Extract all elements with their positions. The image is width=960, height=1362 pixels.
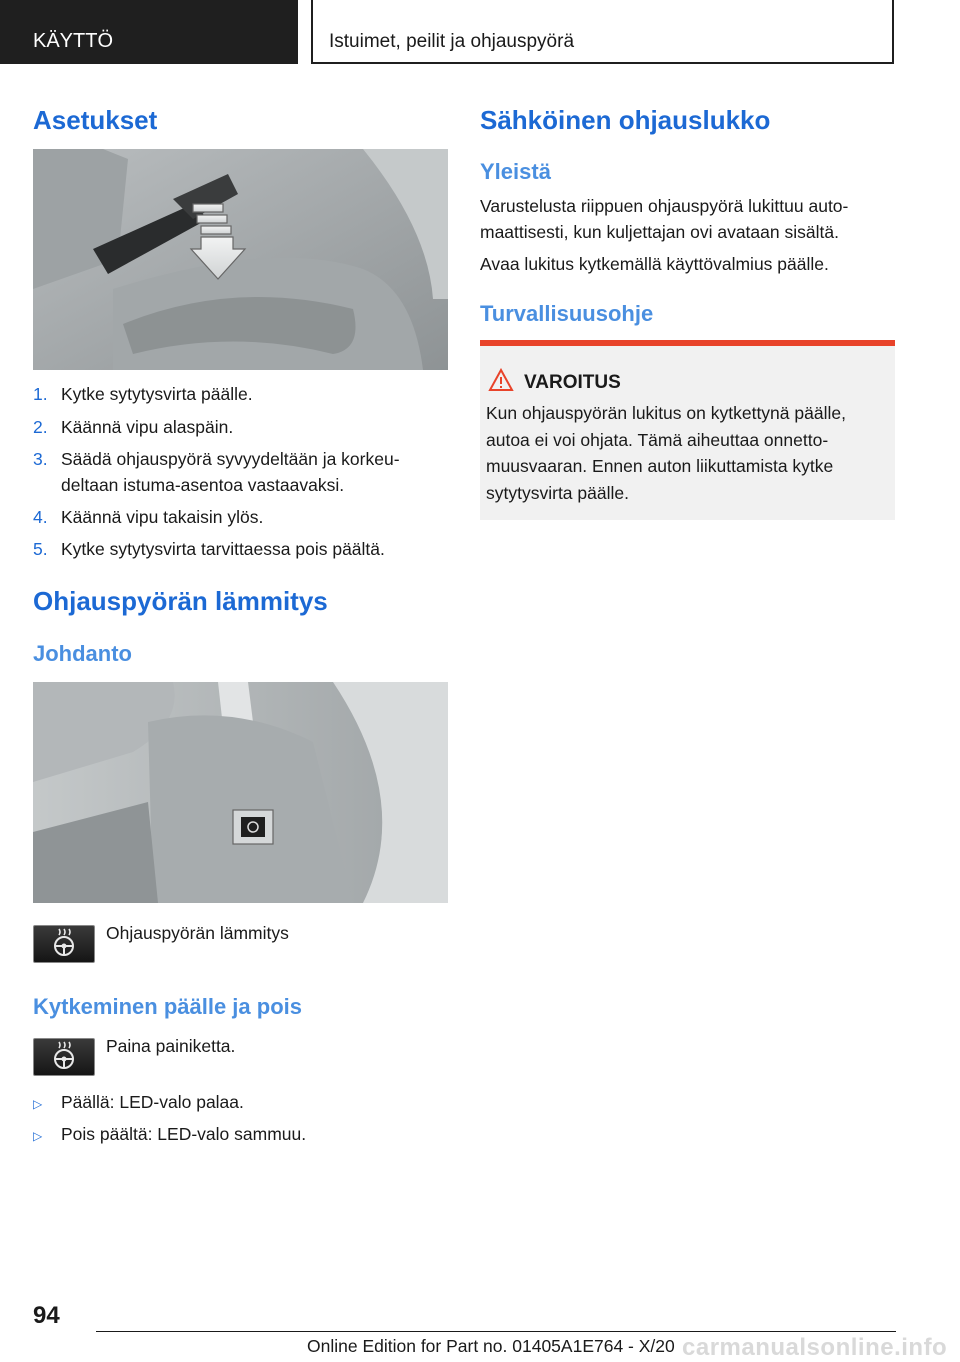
edition-footer: Online Edition for Part no. 01405A1E764 - X/20 xyxy=(307,1336,675,1356)
steering-heat-icon xyxy=(34,1039,94,1075)
steering-lever-drawing xyxy=(33,149,448,370)
triangle-bullet-icon: ▷ xyxy=(33,1097,43,1111)
section-tab xyxy=(0,0,298,64)
warning-box xyxy=(480,340,895,520)
steering-heat-button-icon xyxy=(33,925,95,963)
list-item xyxy=(33,504,448,530)
steering-column-drawing xyxy=(33,682,448,903)
footer-divider xyxy=(96,1331,896,1332)
lock-heading: Sähköinen ohjauslukko xyxy=(480,105,771,135)
list-item xyxy=(33,414,448,440)
asetukset-heading: Asetukset xyxy=(33,105,158,135)
steering-lever-illustration xyxy=(33,149,448,370)
bullet-text: Päällä: LED-valo palaa. xyxy=(61,1092,244,1112)
list-item xyxy=(33,1089,244,1117)
button-caption: Ohjauspyörän lämmitys xyxy=(106,923,289,943)
step-text: Käännä vipu alaspäin. xyxy=(61,417,234,437)
step-text: Käännä vipu takaisin ylös. xyxy=(61,507,264,527)
step-number: 1. xyxy=(33,384,48,404)
switch-subheading: Kytkeminen päälle ja pois xyxy=(33,994,302,1019)
step-text: Kytke sytytysvirta päälle. xyxy=(61,384,253,404)
intro-subheading: Johdanto xyxy=(33,641,132,666)
step-number: 3. xyxy=(33,449,48,469)
warning-triangle-icon xyxy=(488,368,514,392)
step-text: Kytke sytytysvirta tarvittaessa pois päältä. xyxy=(61,539,385,559)
list-item xyxy=(33,381,448,407)
page-number: 94 xyxy=(33,1302,60,1329)
triangle-bullet-icon: ▷ xyxy=(33,1129,43,1143)
list-item xyxy=(33,536,448,562)
step-number: 5. xyxy=(33,539,48,559)
steering-column-illustration xyxy=(33,682,448,903)
heating-heading: Ohjauspyörän lämmitys xyxy=(33,586,328,616)
warning-title: VAROITUS xyxy=(524,372,621,393)
open-paragraph: Avaa lukitus kytkemällä käyttövalmius päälle. xyxy=(480,254,829,274)
general-paragraph: Varustelusta riippuen ohjauspyörä lukittuu automaattisesti, kun kuljettajan ovi avataan sisältä. xyxy=(480,196,849,242)
step-number: 2. xyxy=(33,417,48,437)
watermark: carmanualsonline.info xyxy=(682,1334,948,1361)
list-item xyxy=(33,446,448,495)
general-subheading: Yleistä xyxy=(480,159,551,184)
steering-heat-button-icon xyxy=(33,1038,95,1076)
step-number: 4. xyxy=(33,507,48,527)
section-label: KÄYTTÖ xyxy=(33,30,114,52)
chapter-label: Istuimet, peilit ja ohjauspyörä xyxy=(329,31,575,52)
steering-heat-icon xyxy=(34,926,94,962)
bullet-text: Pois päältä: LED-valo sammuu. xyxy=(61,1124,307,1144)
chapter-tab xyxy=(311,0,894,64)
press-instruction: Paina painiketta. xyxy=(106,1036,236,1056)
warning-text: Kun ohjauspyörän lukitus on kytkettynä päälle, autoa ei voi ohjata. Tämä aiheuttaa onnettomuusvaaran. Ennen auton liikuttamista kytke sytytysvirta päälle. xyxy=(486,403,846,503)
step-text: Säädä ohjauspyörä syvyydeltään ja korkeudeltaan istuma-asentoa vastaavaksi. xyxy=(61,449,400,495)
safety-subheading: Turvallisuusohje xyxy=(480,301,654,326)
list-item xyxy=(33,1121,306,1149)
